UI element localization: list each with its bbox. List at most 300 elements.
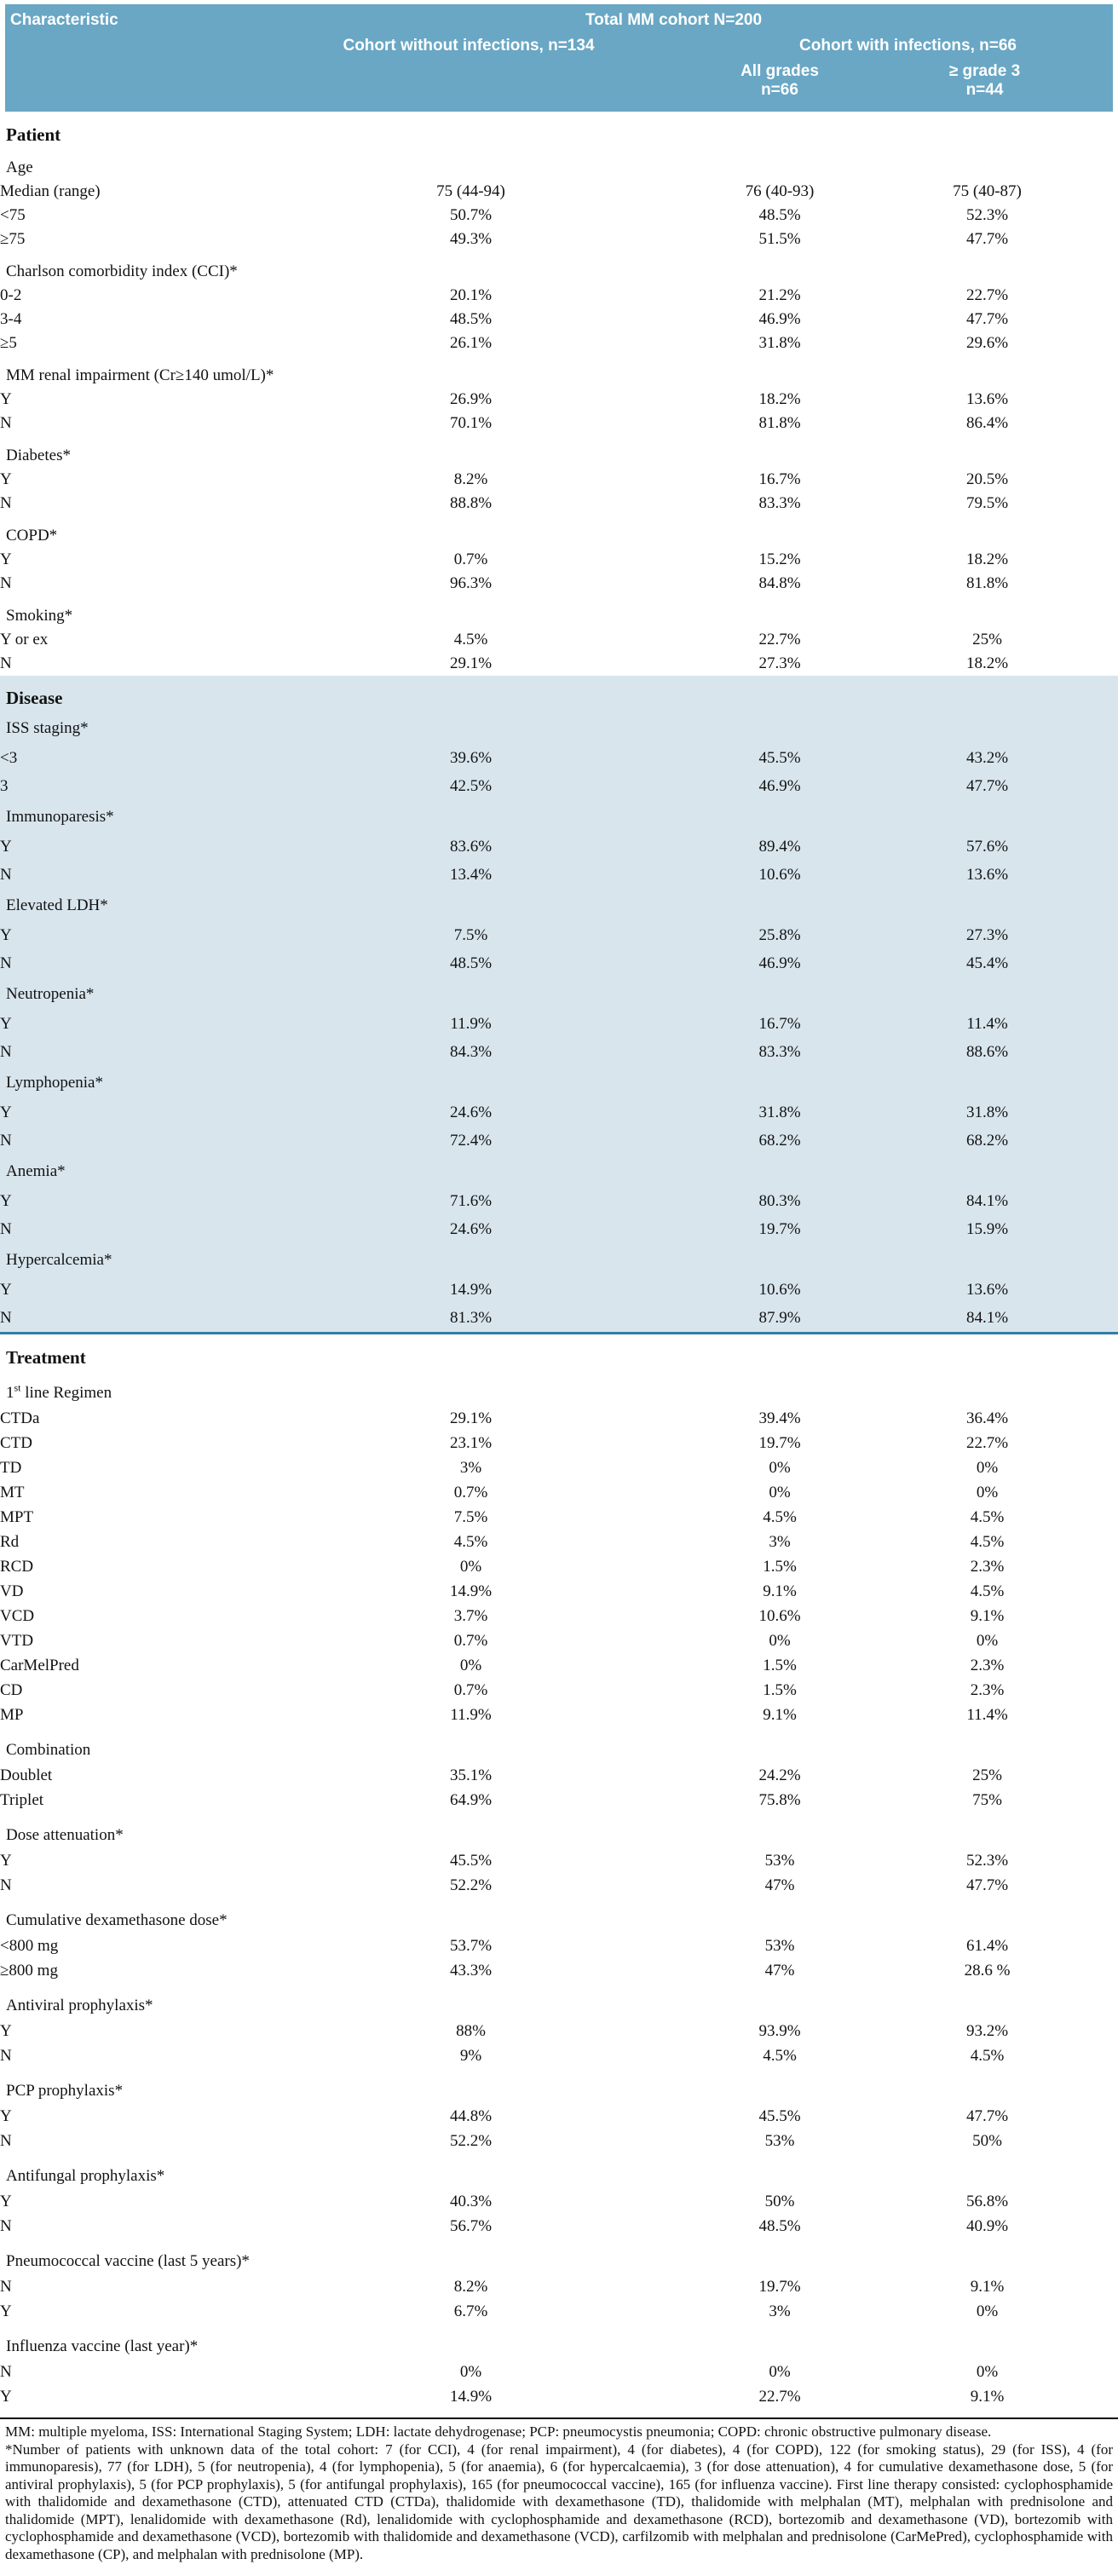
- header-grade3-column: [856, 55, 1113, 100]
- table-row: [0, 1628, 1118, 1653]
- value-cell: 88.6%: [856, 1038, 1118, 1066]
- value-cell: 93.2%: [965, 2021, 1009, 2040]
- row-label: N: [0, 2131, 12, 2150]
- table-row: [0, 1304, 1118, 1334]
- value-cell: 36.4%: [965, 1409, 1009, 1427]
- table-row: [0, 1579, 1118, 1604]
- value-cell: 3%: [769, 1532, 791, 1551]
- table-row: [0, 492, 1118, 516]
- group-label-row: [0, 596, 1118, 628]
- value-cell: 0.7%: [453, 1631, 488, 1650]
- row-label: <75: [0, 206, 26, 224]
- value-cell: 1.5%: [763, 1680, 797, 1699]
- table-row: [0, 2043, 1118, 2068]
- table-row: [0, 628, 1118, 652]
- table-row: [0, 548, 1118, 572]
- group-label-row: [0, 1812, 1118, 1848]
- group-label: Lymphopenia*: [0, 1066, 1118, 1098]
- group-label: Diabetes*: [6, 447, 71, 464]
- group-label-row: [0, 712, 1118, 744]
- row-label: N: [0, 574, 12, 592]
- row-label: VCD: [0, 1606, 35, 1625]
- group-label: Immunoparesis*: [0, 800, 1118, 833]
- table-row: [0, 1703, 1118, 1727]
- value-cell: 75%: [972, 1790, 1002, 1809]
- table-row: [0, 331, 1118, 355]
- value-cell: 93.9%: [758, 2021, 801, 2040]
- row-label: N: [0, 2362, 12, 2381]
- row-label: Y or ex: [0, 631, 49, 648]
- table-row: [0, 744, 1118, 772]
- value-cell: 56.7%: [449, 2216, 493, 2235]
- group-label-row: [0, 1243, 1118, 1276]
- table-row: [0, 1276, 1118, 1304]
- group-label-row: [0, 977, 1118, 1010]
- group-label: Influenza vaccine (last year)*: [6, 2337, 199, 2355]
- value-cell: 14.9%: [449, 2387, 493, 2406]
- row-label: 0-2: [0, 286, 22, 304]
- table-row: [0, 772, 1118, 800]
- value-cell: 53%: [764, 2131, 795, 2150]
- row-label: Y: [0, 2387, 12, 2406]
- group-label-row: [0, 800, 1118, 833]
- value-cell: 0%: [976, 1483, 999, 1501]
- value-cell: 80.3%: [703, 1187, 856, 1215]
- value-cell: 47.7%: [965, 310, 1009, 328]
- value-cell: 10.6%: [703, 861, 856, 889]
- table-row: [0, 1530, 1118, 1554]
- table-row: [0, 228, 1118, 251]
- row-label: Y: [0, 2192, 12, 2210]
- value-cell: 0%: [769, 1458, 791, 1477]
- value-cell: 29.1%: [449, 1409, 493, 1427]
- row-label: N: [0, 861, 239, 889]
- value-cell: 43.2%: [856, 744, 1118, 772]
- value-cell: 48.5%: [758, 206, 801, 224]
- value-cell: 9.1%: [763, 1705, 797, 1724]
- row-label: Y: [0, 1276, 239, 1304]
- value-cell: 10.6%: [758, 1606, 801, 1625]
- value-cell: 45.5%: [758, 2106, 801, 2125]
- value-cell: 25.8%: [703, 921, 856, 949]
- row-label: MT: [0, 1483, 25, 1501]
- table-row: [0, 861, 1118, 889]
- row-label: Y: [0, 1010, 239, 1038]
- table-row: [0, 2019, 1118, 2043]
- value-cell: 52.2%: [449, 2131, 493, 2150]
- value-cell: 46.9%: [703, 949, 856, 977]
- value-cell: 84.1%: [856, 1304, 1118, 1334]
- value-cell: 40.3%: [449, 2192, 493, 2210]
- value-cell: 51.5%: [758, 230, 801, 248]
- row-label: CarMelPred: [0, 1656, 79, 1674]
- group-label-row: [0, 516, 1118, 548]
- table-row: [0, 1604, 1118, 1628]
- table-row: [0, 1406, 1118, 1431]
- row-label: Y: [0, 1851, 12, 1870]
- table-row: [0, 1455, 1118, 1480]
- header-all-grades-column: [703, 55, 856, 100]
- value-cell: 45.5%: [703, 744, 856, 772]
- group-label: MM renal impairment (Cr≥140 umol/L)*: [6, 366, 274, 384]
- table-row: [0, 1678, 1118, 1703]
- value-cell: 11.9%: [239, 1010, 703, 1038]
- row-label: Y: [0, 1187, 239, 1215]
- table-row: [0, 2129, 1118, 2153]
- value-cell: 4.5%: [763, 1507, 797, 1526]
- value-cell: 31.8%: [758, 334, 801, 352]
- characteristics-table: [0, 112, 1118, 2409]
- group-label: Anemia*: [0, 1155, 1118, 1187]
- value-cell: 22.7%: [758, 631, 801, 648]
- row-label: N: [0, 1304, 239, 1334]
- section-title-row: [0, 112, 1118, 147]
- group-label-row: [0, 1370, 1118, 1406]
- table-row: [0, 1127, 1118, 1155]
- group-label: Hypercalcemia*: [0, 1243, 1118, 1276]
- group-label-row: [0, 2153, 1118, 2189]
- value-cell: 61.4%: [965, 1936, 1009, 1955]
- row-label: N: [0, 1876, 12, 1894]
- value-cell: 81.3%: [239, 1304, 703, 1334]
- group-label: COPD*: [6, 527, 58, 545]
- group-label-row: [0, 1155, 1118, 1187]
- table-row: [0, 1431, 1118, 1455]
- table-row: [0, 1933, 1118, 1958]
- value-cell: 25%: [972, 1766, 1002, 1784]
- row-label: Y: [0, 833, 239, 861]
- group-label: Antifungal prophylaxis*: [6, 2167, 165, 2185]
- value-cell: 20.5%: [965, 470, 1009, 488]
- header-grade3-n: n=44: [965, 81, 1004, 99]
- value-cell: 64.9%: [449, 1790, 493, 1809]
- header-all-grades-label: All grades: [741, 62, 819, 80]
- value-cell: 83.3%: [703, 1038, 856, 1066]
- row-label: VTD: [0, 1631, 34, 1650]
- row-label: N: [0, 1038, 239, 1066]
- value-cell: 18.2%: [758, 390, 801, 408]
- value-cell: 53%: [764, 1851, 795, 1870]
- group-label-row: [0, 1983, 1118, 2019]
- group-label: Combination: [6, 1741, 91, 1759]
- row-label: MPT: [0, 1507, 34, 1526]
- table-row: [0, 1554, 1118, 1579]
- value-cell: 0%: [459, 1656, 482, 1674]
- ordinal-superscript: st: [14, 1381, 21, 1394]
- value-cell: 46.9%: [758, 310, 801, 328]
- value-cell: 86.4%: [965, 414, 1009, 432]
- value-cell: 29.6%: [965, 334, 1009, 352]
- value-cell: 81.8%: [758, 414, 801, 432]
- value-cell: 0%: [976, 2362, 999, 2381]
- group-label: 1st line Regimen: [6, 1381, 112, 1402]
- row-label: 3: [0, 772, 239, 800]
- value-cell: 31.8%: [703, 1098, 856, 1127]
- row-label: Y: [0, 921, 239, 949]
- value-cell: 50.7%: [449, 206, 493, 224]
- value-cell: 44.8%: [449, 2106, 493, 2125]
- value-cell: 57.6%: [856, 833, 1118, 861]
- value-cell: 1.5%: [763, 1656, 797, 1674]
- group-label: Charlson comorbidity index (CCI)*: [6, 262, 238, 280]
- value-cell: 84.3%: [239, 1038, 703, 1066]
- row-label: Y: [0, 390, 12, 408]
- group-label: ISS staging*: [0, 712, 1118, 744]
- value-cell: 13.4%: [239, 861, 703, 889]
- value-cell: 48.5%: [449, 310, 493, 328]
- value-cell: 71.6%: [239, 1187, 703, 1215]
- value-cell: 9.1%: [970, 1606, 1005, 1625]
- row-label: Rd: [0, 1532, 20, 1551]
- row-label: N: [0, 414, 12, 432]
- table-row: [0, 2360, 1118, 2384]
- value-cell: 21.2%: [758, 286, 801, 304]
- value-cell: 14.9%: [449, 1582, 493, 1600]
- group-label-row: [0, 1066, 1118, 1098]
- value-cell: 9.1%: [763, 1582, 797, 1600]
- row-label: N: [0, 2046, 12, 2065]
- value-cell: 0.7%: [453, 1483, 488, 1501]
- table-row: [0, 2299, 1118, 2324]
- value-cell: 89.4%: [703, 833, 856, 861]
- table-row: [0, 949, 1118, 977]
- value-cell: 4.5%: [970, 2046, 1005, 2065]
- value-cell: 0.7%: [453, 1680, 488, 1699]
- table-footnote: [0, 2418, 1118, 2563]
- value-cell: 4.5%: [453, 631, 488, 648]
- value-cell: 76 (40-93): [745, 182, 815, 200]
- row-label: N: [0, 1215, 239, 1243]
- value-cell: 75.8%: [758, 1790, 801, 1809]
- value-cell: 4.5%: [763, 2046, 797, 2065]
- group-label-row: [0, 2324, 1118, 2360]
- value-cell: 0%: [459, 1557, 482, 1576]
- group-label: Cumulative dexamethasone dose*: [6, 1911, 228, 1929]
- row-label: Y: [0, 1098, 239, 1127]
- value-cell: 68.2%: [703, 1127, 856, 1155]
- table-row: [0, 1098, 1118, 1127]
- row-label: N: [0, 2277, 12, 2296]
- row-label: Doublet: [0, 1766, 53, 1784]
- section-title-row: [0, 1334, 1118, 1371]
- group-label-row: [0, 251, 1118, 284]
- value-cell: 25%: [972, 631, 1002, 648]
- value-cell: 70.1%: [449, 414, 493, 432]
- value-cell: 81.8%: [965, 574, 1009, 592]
- row-label: Y: [0, 550, 12, 568]
- table-row: [0, 2384, 1118, 2409]
- value-cell: 0%: [976, 1631, 999, 1650]
- value-cell: 48.5%: [758, 2216, 801, 2235]
- table-row: [0, 1653, 1118, 1678]
- value-cell: 27.3%: [758, 654, 801, 672]
- row-label: CTDa: [0, 1409, 40, 1427]
- value-cell: 40.9%: [965, 2216, 1009, 2235]
- section-disease: [0, 676, 1118, 1334]
- value-cell: 20.1%: [449, 286, 493, 304]
- value-cell: 45.5%: [449, 1851, 493, 1870]
- table-row: [0, 1873, 1118, 1898]
- value-cell: 0%: [769, 2362, 791, 2381]
- footnote-asterisk-note: *Number of patients with unknown data of the total cohort: 7 (for CCI), 4 (for renal impairment), 4 (for diabetes), 4 (for COPD), 122 (for smoking status), 29 (for ISS), 4 (for immunoparesis), 77 (for LDH), 5 (for neutropenia), 4 (for lymphopenia), 5 (for anaemia), 6 (for hypercalcaemia), 3 (for dose attenuation), 4 for cumulative dexamethasone dose, 5 (for antiviral prophylaxis), 5 (for PCP prophylaxis), 5 (for antifungal prophylaxis), 165 (for pneumococcal vaccine), 165 (for influenza vaccine). First line therapy consisted: cyclophosphamide with thalidomide and dexamethasone (CTD), attenuated CTD (CTDa), thalidomide with dexamethasone (TD), thalidomide with melphalan (MT), melphalan with prednisolone and thalidomide (MPT), lenalidomide with dexamethasone (Rd), lenalidomide with cyclophosphamide and dexamethasone (RCD), bortezomib and dexamethasone (VD), bortezomib with cyclophosphamide and dexamethasone (VCD), bortezomib with thalidomide and dexamethasone (VCD), carfilzomib with melphalan and prednisolone (CarMePred), cyclophosphamide with dexamethasone (CP), and melphalan with prednisolone (MP).: [5, 2441, 1113, 2562]
- value-cell: 39.4%: [758, 1409, 801, 1427]
- table-row: [0, 1215, 1118, 1243]
- value-cell: 23.1%: [449, 1433, 493, 1452]
- value-cell: 26.1%: [449, 334, 493, 352]
- section-title: Patient: [6, 124, 61, 145]
- value-cell: 0.7%: [453, 550, 488, 568]
- table-row: [0, 308, 1118, 331]
- table-row: [0, 1763, 1118, 1788]
- value-cell: 18.2%: [965, 550, 1009, 568]
- value-cell: 0%: [459, 2362, 482, 2381]
- row-label: N: [0, 654, 12, 672]
- group-label: Pneumococcal vaccine (last 5 years)*: [6, 2252, 250, 2270]
- value-cell: 14.9%: [239, 1276, 703, 1304]
- table-row: [0, 1788, 1118, 1812]
- group-label-row: [0, 2239, 1118, 2274]
- group-label: Elevated LDH*: [0, 889, 1118, 921]
- table-row: [0, 468, 1118, 492]
- section-treatment: [0, 1334, 1118, 2410]
- value-cell: 49.3%: [449, 230, 493, 248]
- value-cell: 75 (44-94): [436, 182, 505, 200]
- table-row: [0, 204, 1118, 228]
- value-cell: 16.7%: [703, 1010, 856, 1038]
- table-header-band: [5, 4, 1113, 112]
- value-cell: 50%: [764, 2192, 795, 2210]
- value-cell: 24.6%: [239, 1098, 703, 1127]
- row-label: CD: [0, 1680, 23, 1699]
- value-cell: 10.6%: [703, 1276, 856, 1304]
- value-cell: 83.3%: [758, 494, 801, 512]
- group-label: Dose attenuation*: [6, 1826, 124, 1844]
- value-cell: 88%: [456, 2021, 486, 2040]
- row-label: TD: [0, 1458, 22, 1477]
- value-cell: 7.5%: [239, 921, 703, 949]
- value-cell: 84.8%: [758, 574, 801, 592]
- group-label-row: [0, 435, 1118, 468]
- value-cell: 4.5%: [453, 1532, 488, 1551]
- row-label: <3: [0, 744, 239, 772]
- header-total-cohort-label: Total MM cohort N=200: [585, 11, 763, 29]
- value-cell: 1.5%: [763, 1557, 797, 1576]
- section-title: Disease: [0, 676, 1118, 712]
- value-cell: 11.9%: [450, 1705, 492, 1724]
- value-cell: 47.7%: [856, 772, 1118, 800]
- value-cell: 16.7%: [758, 470, 801, 488]
- table-row: [0, 1480, 1118, 1505]
- value-cell: 96.3%: [449, 574, 493, 592]
- row-label: ≥75: [0, 230, 26, 248]
- row-label: MP: [0, 1705, 24, 1724]
- value-cell: 50%: [972, 2131, 1002, 2150]
- group-label: Neutropenia*: [0, 977, 1118, 1010]
- table-row: [0, 1505, 1118, 1530]
- value-cell: 39.6%: [239, 744, 703, 772]
- value-cell: 47%: [764, 1961, 795, 1980]
- table-row: [0, 833, 1118, 861]
- table-row: [0, 2214, 1118, 2239]
- group-label: PCP prophylaxis*: [6, 2082, 124, 2100]
- group-label: Antiviral prophylaxis*: [6, 1997, 153, 2014]
- group-label: Smoking*: [6, 607, 73, 625]
- table-row: [0, 1010, 1118, 1038]
- value-cell: 8.2%: [453, 470, 488, 488]
- value-cell: 0%: [769, 1483, 791, 1501]
- table-row: [0, 572, 1118, 596]
- value-cell: 29.1%: [449, 654, 493, 672]
- value-cell: 19.7%: [758, 1433, 801, 1452]
- row-label: N: [0, 2216, 12, 2235]
- value-cell: 0%: [769, 1631, 791, 1650]
- row-label: VD: [0, 1582, 24, 1600]
- value-cell: 11.4%: [856, 1010, 1118, 1038]
- value-cell: 45.4%: [856, 949, 1118, 977]
- value-cell: 72.4%: [239, 1127, 703, 1155]
- header-grade3-label: ≥ grade 3: [948, 62, 1021, 80]
- table-row: [0, 388, 1118, 412]
- value-cell: 15.9%: [856, 1215, 1118, 1243]
- value-cell: 68.2%: [856, 1127, 1118, 1155]
- value-cell: 24.2%: [758, 1766, 801, 1784]
- table-row: [0, 180, 1118, 204]
- value-cell: 3%: [459, 1458, 482, 1477]
- row-label: Y: [0, 470, 12, 488]
- footnote-abbreviations: MM: multiple myeloma, ISS: International Staging System; LDH: lactate dehydrogenase; PCP: pneumocystis pneumonia; COPD: chronic obstructive pulmonary disease.: [5, 2423, 992, 2440]
- value-cell: 88.8%: [449, 494, 493, 512]
- value-cell: 47.7%: [965, 1876, 1009, 1894]
- row-label: N: [0, 949, 239, 977]
- value-cell: 46.9%: [703, 772, 856, 800]
- value-cell: 6.7%: [453, 2302, 488, 2320]
- row-label: N: [0, 1127, 239, 1155]
- row-label: CTD: [0, 1433, 32, 1452]
- value-cell: 43.3%: [449, 1961, 493, 1980]
- header-all-grades-n: n=66: [761, 81, 798, 99]
- group-label-row: [0, 1727, 1118, 1763]
- value-cell: 22.7%: [965, 1433, 1009, 1452]
- value-cell: 13.6%: [856, 861, 1118, 889]
- value-cell: 7.5%: [453, 1507, 488, 1526]
- group-label: Age: [6, 158, 33, 176]
- value-cell: 13.6%: [965, 390, 1009, 408]
- value-cell: 87.9%: [703, 1304, 856, 1334]
- value-cell: 3.7%: [453, 1606, 488, 1625]
- value-cell: 27.3%: [856, 921, 1118, 949]
- value-cell: 9.1%: [970, 2277, 1005, 2296]
- table-row: [0, 921, 1118, 949]
- table-row: [0, 652, 1118, 676]
- value-cell: 4.5%: [970, 1532, 1005, 1551]
- value-cell: 28.6 %: [964, 1961, 1011, 1980]
- value-cell: 22.7%: [758, 2387, 801, 2406]
- value-cell: 26.9%: [449, 390, 493, 408]
- group-label-row: [0, 1898, 1118, 1933]
- value-cell: 0%: [976, 1458, 999, 1477]
- row-label: N: [0, 494, 12, 512]
- value-cell: 8.2%: [453, 2277, 488, 2296]
- value-cell: 53%: [764, 1936, 795, 1955]
- value-cell: 19.7%: [758, 2277, 801, 2296]
- row-label: Y: [0, 2106, 12, 2125]
- value-cell: 18.2%: [965, 654, 1009, 672]
- value-cell: 52.2%: [449, 1876, 493, 1894]
- header-characteristic-label: Characteristic: [10, 11, 118, 29]
- section-title: Treatment: [6, 1346, 86, 1368]
- table-row: [0, 1958, 1118, 1983]
- value-cell: 75 (40-87): [953, 182, 1022, 200]
